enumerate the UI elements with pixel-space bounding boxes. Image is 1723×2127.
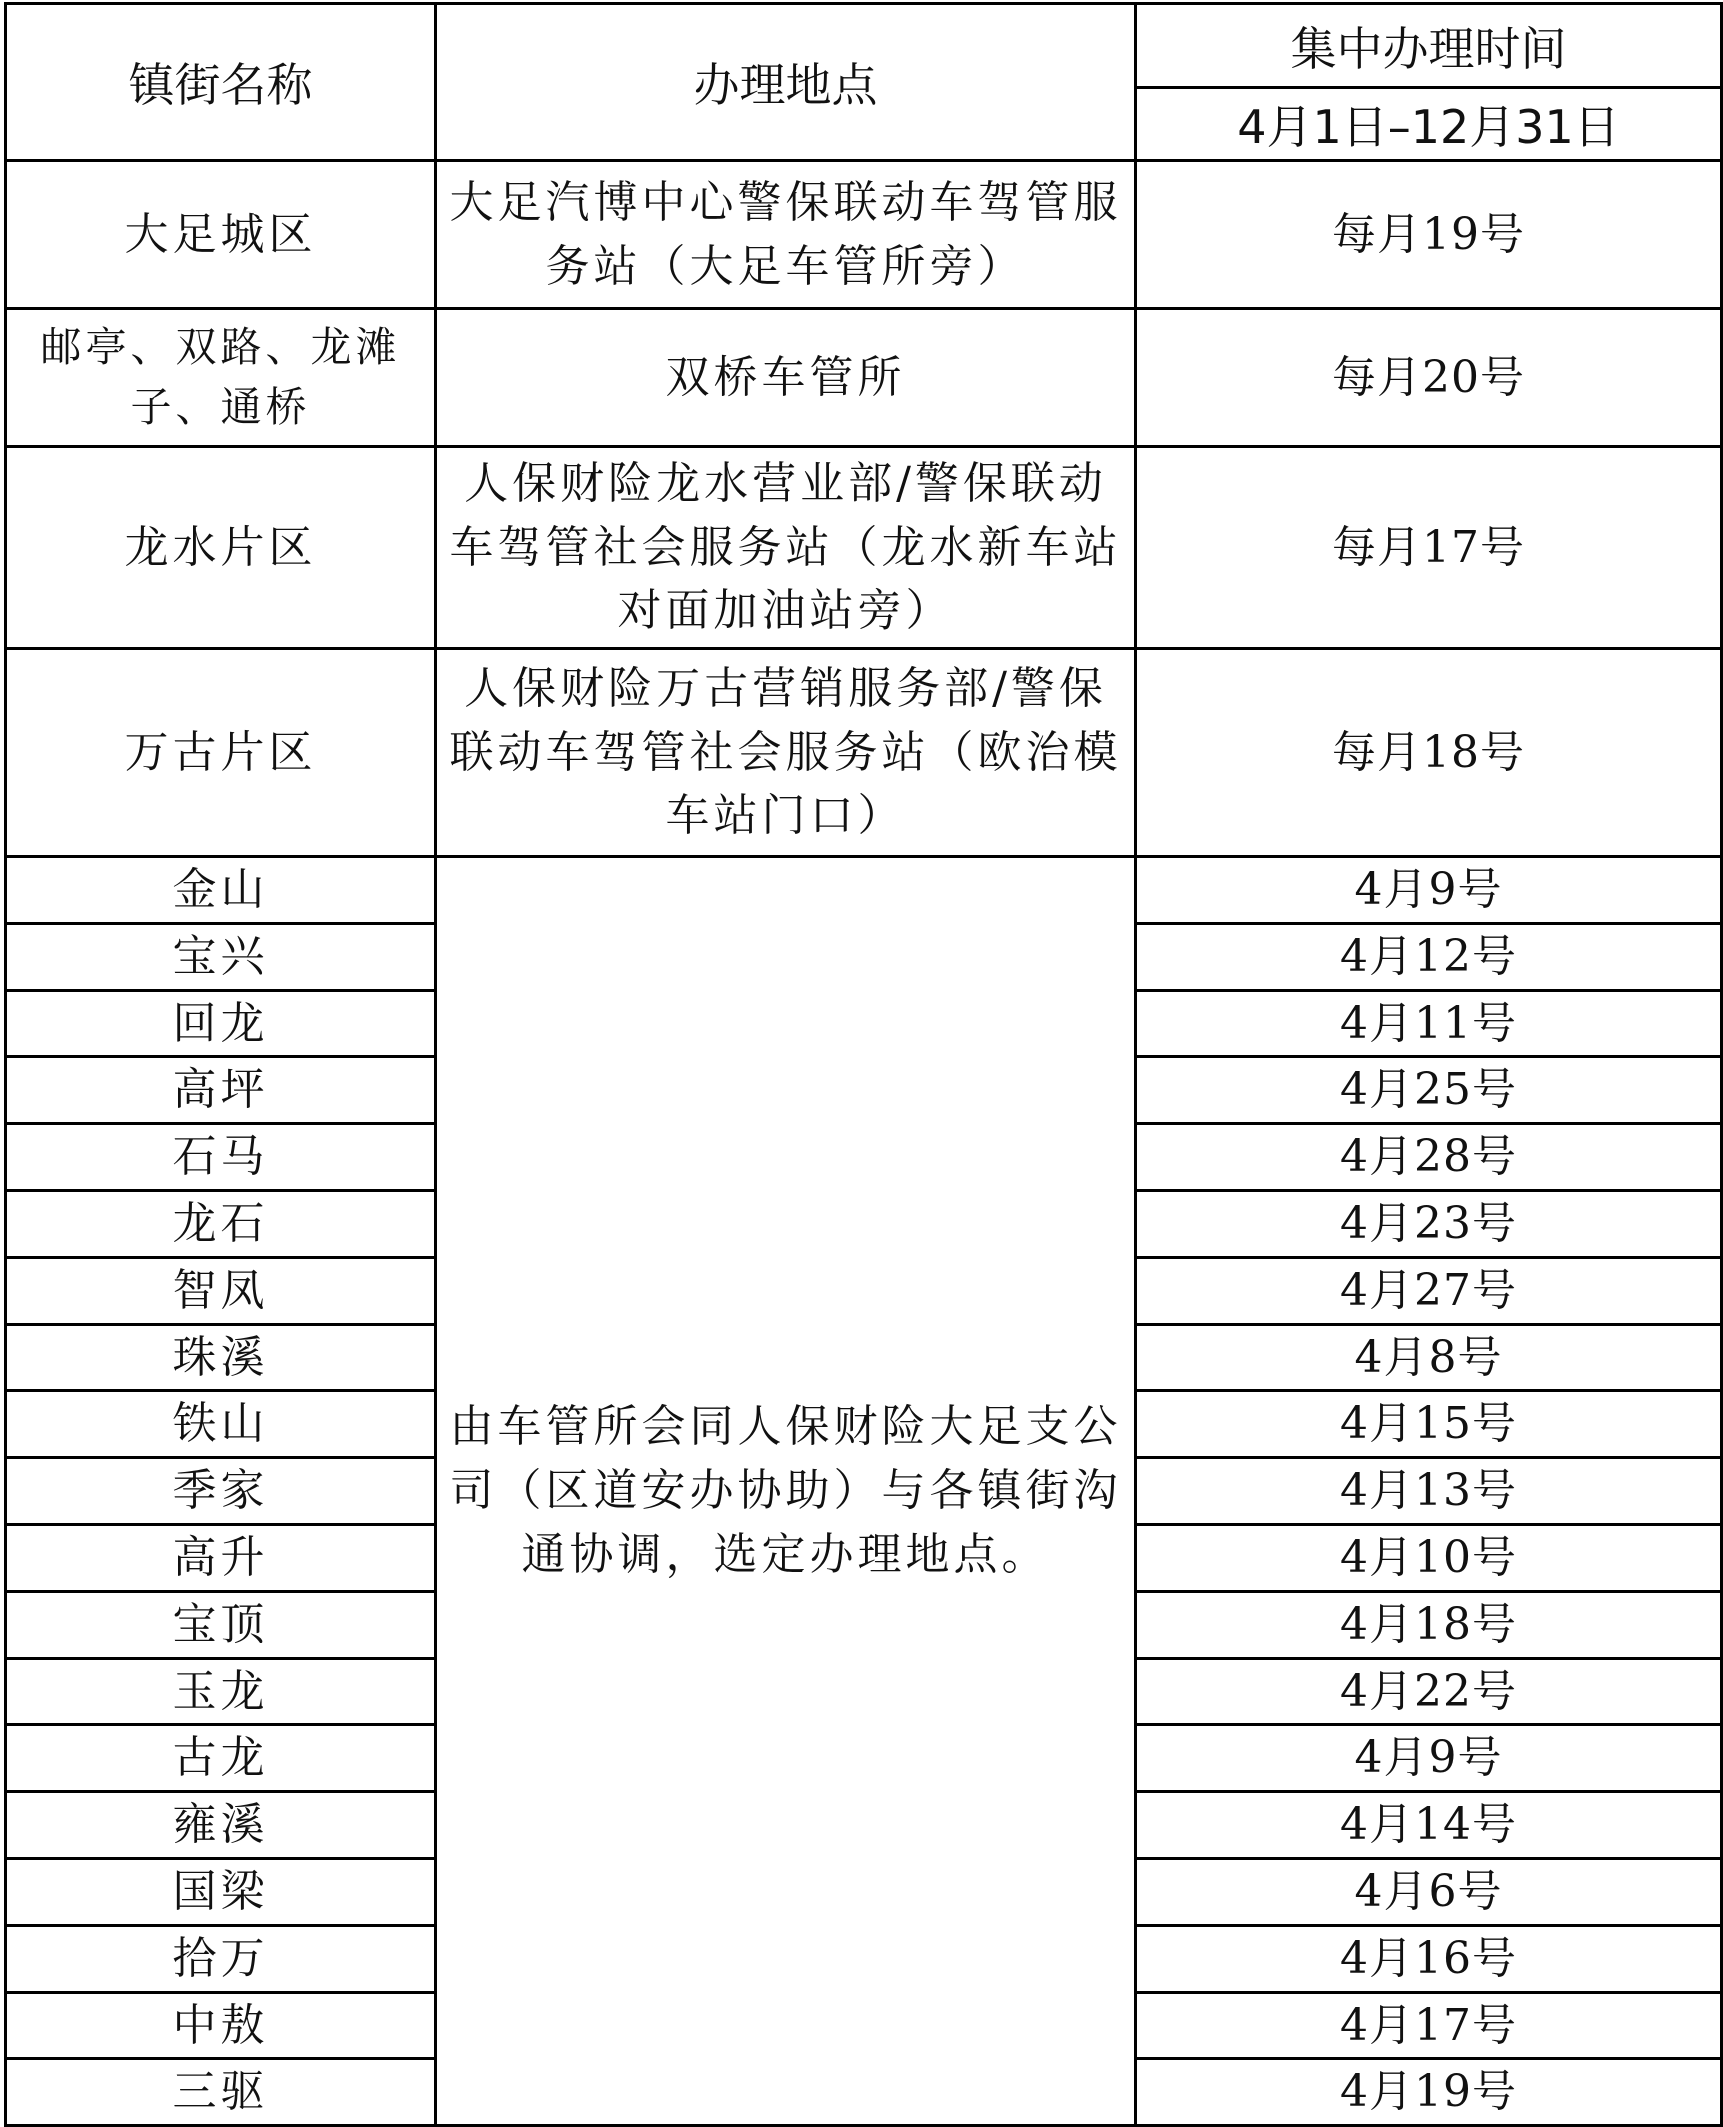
shared-location-cell: 由车管所会同人保财险大足支公司（区道安办协助）与各镇街沟通协调，选定办理地点。 — [436, 857, 1136, 2126]
time-cell: 4月25号 — [1136, 1057, 1722, 1124]
time-cell: 4月14号 — [1136, 1792, 1722, 1859]
town-cell: 石马 — [6, 1124, 436, 1191]
town-cell: 高升 — [6, 1524, 436, 1591]
header-location: 办理地点 — [436, 4, 1136, 161]
town-cell: 智凤 — [6, 1257, 436, 1324]
schedule-table — [4, 2, 1723, 2127]
town-cell: 铁山 — [6, 1391, 436, 1458]
town-cell: 龙水片区 — [6, 447, 436, 649]
time-cell: 4月13号 — [1136, 1458, 1722, 1525]
table-row — [6, 649, 1722, 857]
town-cell: 万古片区 — [6, 649, 436, 857]
time-cell: 4月16号 — [1136, 1925, 1722, 1992]
town-cell: 宝兴 — [6, 923, 436, 990]
time-cell: 4月22号 — [1136, 1658, 1722, 1725]
location-cell: 人保财险龙水营业部/警保联动车驾管社会服务站（龙水新车站对面加油站旁） — [436, 447, 1136, 649]
header-time: 集中办理时间 — [1136, 4, 1722, 88]
town-cell: 拾万 — [6, 1925, 436, 1992]
time-cell: 4月11号 — [1136, 990, 1722, 1057]
town-cell: 龙石 — [6, 1190, 436, 1257]
table-row — [6, 309, 1722, 447]
time-cell: 4月28号 — [1136, 1124, 1722, 1191]
town-cell: 宝顶 — [6, 1591, 436, 1658]
time-cell: 4月12号 — [1136, 923, 1722, 990]
time-cell: 4月8号 — [1136, 1324, 1722, 1391]
table-row — [6, 447, 1722, 649]
town-cell: 中敖 — [6, 1992, 436, 2059]
town-cell: 大足城区 — [6, 161, 436, 309]
time-cell: 每月19号 — [1136, 161, 1722, 309]
table-row — [6, 857, 1722, 924]
time-cell: 4月19号 — [1136, 2059, 1722, 2126]
location-cell: 大足汽博中心警保联动车驾管服务站（大足车管所旁） — [436, 161, 1136, 309]
location-cell: 双桥车管所 — [436, 309, 1136, 447]
header-town: 镇街名称 — [6, 4, 436, 161]
time-cell: 4月18号 — [1136, 1591, 1722, 1658]
town-cell: 回龙 — [6, 990, 436, 1057]
town-cell: 古龙 — [6, 1725, 436, 1792]
town-cell: 季家 — [6, 1458, 436, 1525]
town-cell: 邮亭、双路、龙滩子、通桥 — [6, 309, 436, 447]
time-cell: 4月23号 — [1136, 1190, 1722, 1257]
town-cell: 高坪 — [6, 1057, 436, 1124]
town-cell: 玉龙 — [6, 1658, 436, 1725]
time-cell: 每月20号 — [1136, 309, 1722, 447]
header-time-range: 4月1日–12月31日 — [1136, 88, 1722, 161]
time-cell: 每月17号 — [1136, 447, 1722, 649]
time-cell: 4月17号 — [1136, 1992, 1722, 2059]
town-cell: 金山 — [6, 857, 436, 924]
time-cell: 每月18号 — [1136, 649, 1722, 857]
location-cell: 人保财险万古营销服务部/警保联动车驾管社会服务站（欧治模车站门口） — [436, 649, 1136, 857]
table-row — [6, 161, 1722, 309]
time-cell: 4月6号 — [1136, 1858, 1722, 1925]
time-cell: 4月27号 — [1136, 1257, 1722, 1324]
time-cell: 4月15号 — [1136, 1391, 1722, 1458]
town-cell: 珠溪 — [6, 1324, 436, 1391]
time-cell: 4月10号 — [1136, 1524, 1722, 1591]
town-cell: 三驱 — [6, 2059, 436, 2126]
town-cell: 国梁 — [6, 1858, 436, 1925]
time-cell: 4月9号 — [1136, 857, 1722, 924]
town-cell: 雍溪 — [6, 1792, 436, 1859]
time-cell: 4月9号 — [1136, 1725, 1722, 1792]
